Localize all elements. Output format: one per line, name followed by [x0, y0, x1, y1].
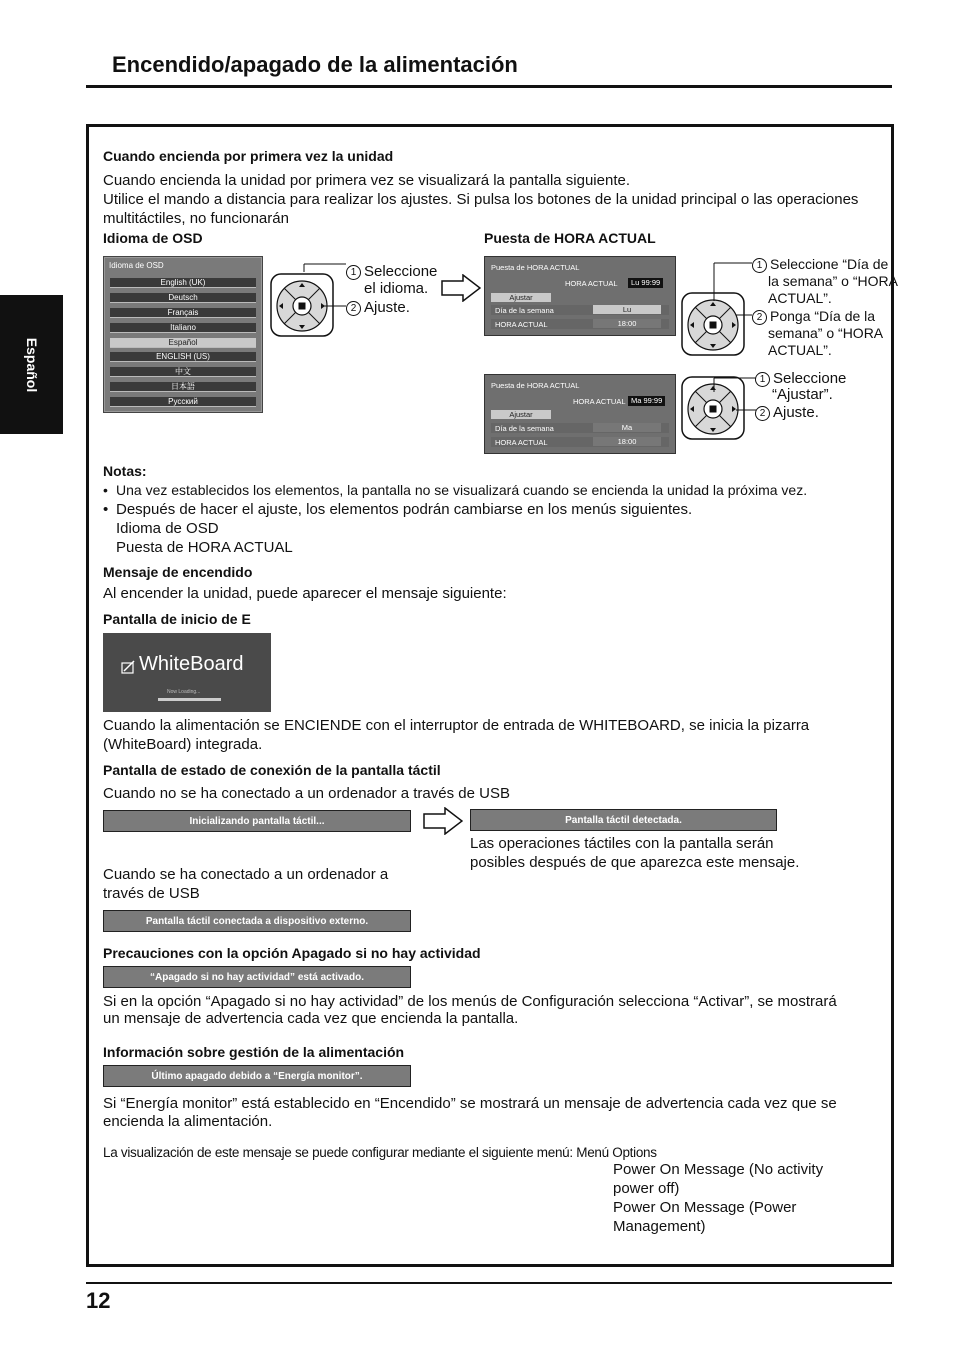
hora-label: HORA ACTUAL — [565, 279, 618, 288]
whiteboard-logo-text: WhiteBoard — [139, 653, 244, 675]
language-option[interactable]: Deutsch — [110, 293, 256, 303]
language-tab-label: Español — [23, 337, 40, 392]
time-badge: Lu 99:99 — [628, 278, 663, 288]
bullet: • — [103, 501, 109, 518]
menu-item-1: Power On Message (No activity — [613, 1161, 824, 1178]
dia-label: Día de la semana — [495, 306, 554, 315]
hora-value[interactable]: 18:00 — [593, 437, 661, 446]
nosignal-message: “Apagado si no hay actividad” está activado. — [103, 966, 411, 988]
hora-row-label: HORA ACTUAL — [495, 320, 548, 329]
menu-item-2b: Management) — [613, 1218, 706, 1235]
osd-step1b: el idioma. — [364, 280, 429, 297]
step-number-2: 2 — [755, 406, 770, 421]
powermgmt-menu-line: La visualización de este mensaje se puede configurar mediante el siguiente menú: Menú Options — [103, 1145, 657, 1160]
power-message-text: Al encender la unidad, puede aparecer el mensaje siguiente: — [103, 585, 507, 602]
osd-step2-text: Ajuste. — [364, 299, 410, 316]
first-power-line3: multitáctiles, no funcionarán — [103, 210, 289, 227]
touch-usb1: Cuando se ha conectado a un ordenador a — [103, 866, 389, 883]
clock-panel-2 — [484, 374, 676, 454]
note-item-2: Después de hacer el ajuste, los elementos podrán cambiarse en los menús siguientes. — [116, 501, 693, 518]
first-power-line2: Utilice el mando a distancia para realizar los ajustes. Si pulsa los botones de la unidad principal o las operaciones — [103, 191, 859, 208]
clock-stepA2-text: Ponga “Día de la — [770, 308, 876, 324]
page-number: 12 — [86, 1288, 111, 1313]
page-title: Encendido/apagado de la alimentación — [112, 52, 518, 77]
powermgmt-text2: encienda la alimentación. — [103, 1113, 273, 1130]
clock-stepB2-text: Ajuste. — [773, 404, 819, 421]
wb-text1: Cuando la alimentación se ENCIENDE con el interruptor de entrada de WHITEBOARD, se inicia la pizarra — [103, 717, 810, 734]
osd-step1-text: Seleccione — [364, 263, 438, 280]
hora-label: HORA ACTUAL — [573, 397, 626, 406]
touch-after2: posibles después de que aparezca este mensaje. — [470, 854, 800, 871]
loading-text: Now Loading... — [167, 689, 201, 695]
step-number-1: 1 — [752, 258, 767, 273]
touch-connected-message: Pantalla táctil conectada a dispositivo externo. — [103, 910, 411, 932]
language-option[interactable]: Français — [110, 308, 256, 318]
wb-heading: Pantalla de inicio de E — [103, 611, 251, 627]
clock-stepA2c: ACTUAL”. — [768, 342, 832, 358]
power-message-heading: Mensaje de encendido — [103, 564, 253, 580]
hora-value[interactable]: 18:00 — [593, 319, 661, 328]
touch-usb2: través de USB — [103, 885, 200, 902]
footer-rule — [86, 1282, 892, 1284]
menu-item-2: Power On Message (Power — [613, 1199, 797, 1216]
nosignal-text1: Si en la opción “Apagado si no hay actividad” de los menús de Configuración selecciona “Activar”, se mostrará — [103, 993, 837, 1010]
section-first-power-heading: Cuando encienda por primera vez la unidad — [103, 148, 394, 164]
time-badge: Ma 99:99 — [628, 396, 665, 406]
clock-heading: Puesta de HORA ACTUAL — [484, 230, 656, 246]
notes-heading: Notas: — [103, 463, 147, 479]
ajustar-button[interactable]: Ajustar — [491, 293, 551, 302]
language-option-selected[interactable]: Español — [110, 338, 256, 348]
callout-lines — [712, 261, 754, 321]
whiteboard-splash — [103, 633, 271, 712]
clock-panel-title: Puesta de HORA ACTUAL — [491, 263, 580, 272]
dia-label: Día de la semana — [495, 424, 554, 433]
powermgmt-message: Último apagado debido a “Energía monitor”. — [103, 1065, 411, 1087]
language-option[interactable]: ENGLISH (US) — [110, 352, 256, 362]
arrow-right-icon — [441, 274, 481, 302]
clock-stepA2b: semana” o “HORA — [768, 325, 884, 341]
clock-panel-title: Puesta de HORA ACTUAL — [491, 381, 580, 390]
clock-stepB2 — [755, 403, 819, 422]
hora-row-label: HORA ACTUAL — [495, 438, 548, 447]
touch-detected-message: Pantalla táctil detectada. — [470, 809, 777, 831]
powermgmt-heading: Información sobre gestión de la alimentación — [103, 1044, 405, 1060]
arrow-right-icon — [423, 807, 463, 835]
note-item-2b: Puesta de HORA ACTUAL — [116, 539, 293, 556]
dia-value[interactable]: Ma — [593, 423, 661, 432]
osd-step2 — [346, 298, 410, 317]
dia-value[interactable]: Lu — [593, 305, 661, 314]
clock-stepB1-text: Seleccione — [773, 370, 847, 387]
header-rule — [86, 85, 892, 88]
osd-language-panel — [103, 256, 263, 413]
wb-text2: (WhiteBoard) integrada. — [103, 736, 263, 753]
language-option[interactable]: Русский — [110, 397, 256, 407]
ajustar-button[interactable]: Ajustar — [491, 410, 551, 419]
language-option[interactable]: 日本語 — [110, 382, 256, 392]
language-option[interactable]: English (UK) — [110, 278, 256, 288]
language-option[interactable]: Italiano — [110, 323, 256, 333]
touch-heading: Pantalla de estado de conexión de la pantalla táctil — [103, 762, 441, 778]
bullet: • — [103, 482, 108, 498]
touch-init-message: Inicializando pantalla táctil... — [103, 810, 411, 832]
step-number-1: 1 — [346, 265, 361, 280]
osd-panel-title: Idioma de OSD — [109, 261, 164, 270]
touch-after1: Las operaciones táctiles con la pantalla serán — [470, 835, 774, 852]
callout-lines — [302, 262, 348, 312]
menu-item-1b: power off) — [613, 1180, 680, 1197]
clock-stepA1 — [752, 256, 888, 273]
whiteboard-logo-icon — [121, 660, 135, 674]
clock-stepB1b: “Ajustar”. — [772, 386, 833, 403]
touch-line1: Cuando no se ha conectado a un ordenador a través de USB — [103, 785, 510, 802]
clock-stepA2 — [752, 308, 875, 325]
first-power-line1: Cuando encienda la unidad por primera vez se visualizará la pantalla siguiente. — [103, 172, 630, 189]
powermgmt-text1: Si “Energía monitor” está establecido en “Encendido” se mostrará un mensaje de advertencia cada vez que se — [103, 1095, 837, 1112]
clock-stepA1b: la semana” o “HORA — [768, 273, 898, 289]
nosignal-heading: Precauciones con la opción Apagado si no hay actividad — [103, 945, 481, 961]
note-item-1: Una vez establecidos los elementos, la pantalla no se visualizará cuando se encienda la unidad la próxima vez. — [116, 482, 808, 498]
language-option[interactable]: 中文 — [110, 367, 256, 377]
clock-stepA1-text: Seleccione “Día de — [770, 256, 889, 272]
language-tab — [0, 295, 63, 434]
clock-panel-1 — [484, 256, 676, 336]
note-item-2a: Idioma de OSD — [116, 520, 219, 537]
clock-stepA1c: ACTUAL”. — [768, 290, 832, 306]
callout-lines — [712, 376, 758, 416]
loading-bar — [158, 698, 221, 701]
step-number-2: 2 — [752, 310, 767, 325]
step-number-1: 1 — [755, 372, 770, 387]
nosignal-text2: un mensaje de advertencia cada vez que encienda la pantalla. — [103, 1010, 519, 1027]
step-number-2: 2 — [346, 301, 361, 316]
osd-heading: Idioma de OSD — [103, 230, 203, 246]
